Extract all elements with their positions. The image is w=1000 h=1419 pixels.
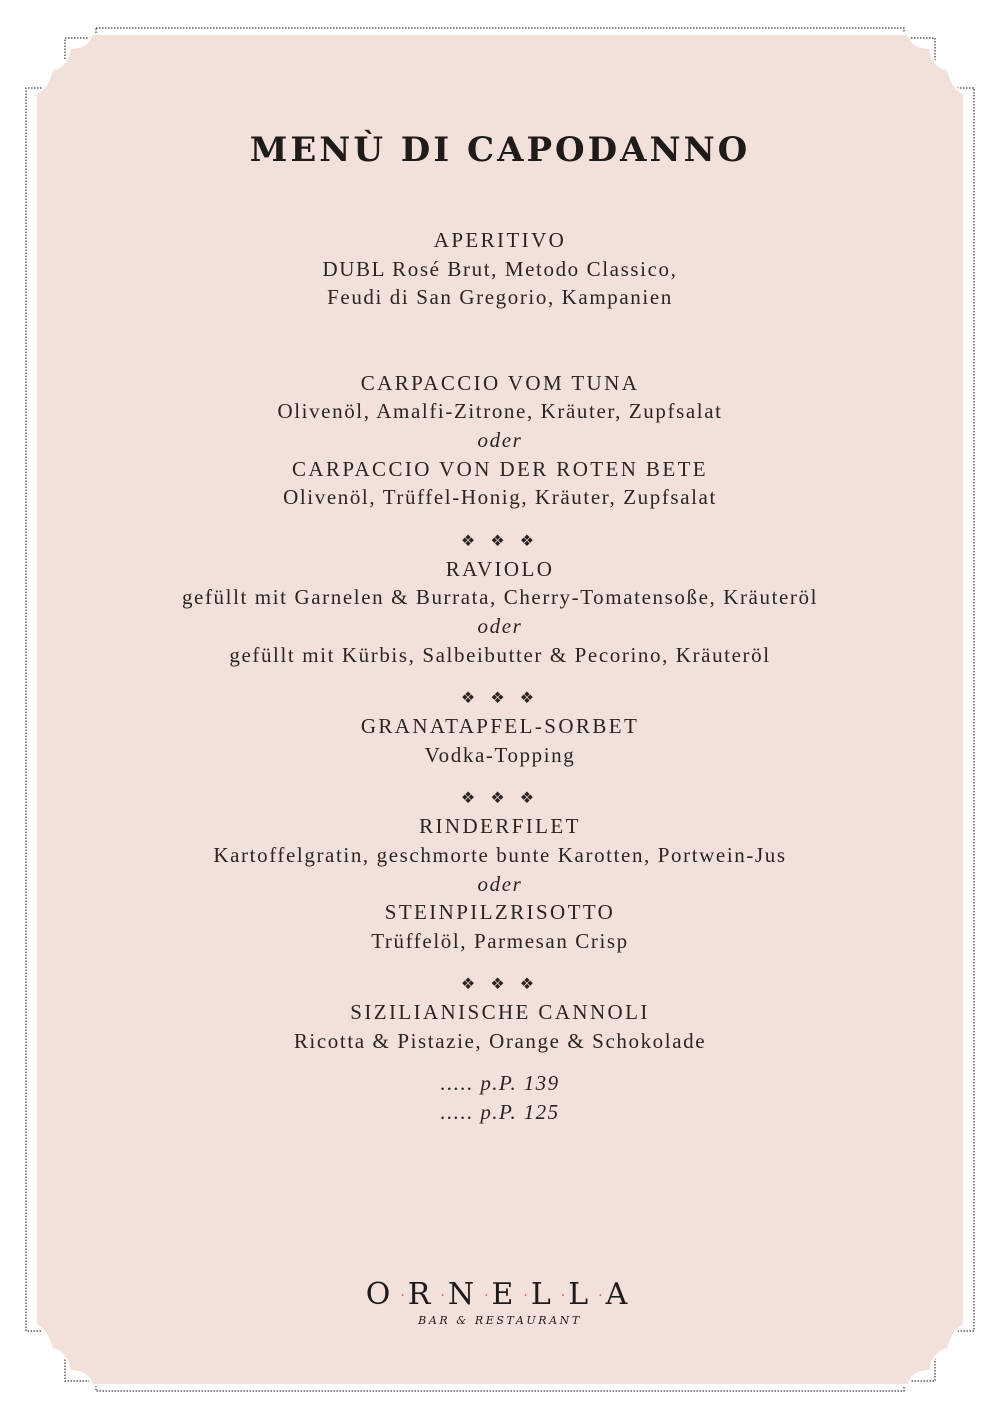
course-separator-ornament: ❖ ❖ ❖ bbox=[460, 974, 540, 994]
starter-desc-2: Olivenöl, Trüffel-Honig, Kräuter, Zupfsalat bbox=[283, 485, 717, 510]
spacer bbox=[80, 312, 920, 369]
aperitivo-line-2: Feudi di San Gregorio, Kampanien bbox=[327, 285, 673, 310]
starter-heading-1: CARPACCIO VOM TUNA bbox=[360, 370, 640, 395]
sorbet-heading: GRANATAPFEL-SORBET bbox=[360, 714, 640, 739]
logo-dot: · bbox=[484, 1288, 489, 1304]
main-oder: oder bbox=[477, 871, 523, 896]
aperitivo-line-1: DUBL Rosé Brut, Metodo Classico, bbox=[322, 256, 678, 281]
logo-letter: E bbox=[491, 1277, 521, 1312]
dessert-desc: Ricotta & Pistazie, Orange & Schokolade bbox=[293, 1028, 707, 1053]
main-desc-1: Kartoffelgratin, geschmorte bunte Karotten, Portwein-Jus bbox=[213, 842, 787, 867]
logo-letter: O bbox=[365, 1277, 398, 1312]
restaurant-logo bbox=[80, 1278, 920, 1329]
pasta-desc-2: gefüllt mit Kürbis, Salbeibutter & Pecorino, Kräuteröl bbox=[229, 642, 771, 667]
dessert-heading: SIZILIANISCHE CANNOLI bbox=[350, 1000, 650, 1025]
pasta-oder: oder bbox=[477, 613, 523, 638]
logo-dot: · bbox=[440, 1288, 445, 1304]
course-separator-ornament: ❖ ❖ ❖ bbox=[460, 530, 540, 550]
main-heading-2: STEINPILZRISOTTO bbox=[384, 900, 616, 925]
course-separator-ornament: ❖ ❖ ❖ bbox=[460, 688, 540, 708]
logo-letter: L bbox=[530, 1277, 558, 1312]
sorbet-desc: Vodka-Topping bbox=[424, 742, 576, 767]
starter-desc-1: Olivenöl, Amalfi-Zitrone, Kräuter, Zupfsalat bbox=[277, 399, 723, 424]
main-heading-1: RINDERFILET bbox=[419, 814, 581, 839]
menu-body bbox=[80, 226, 920, 1127]
starter-heading-2: CARPACCIO VON DER ROTEN BETE bbox=[291, 456, 709, 481]
aperitivo-heading: APERITIVO bbox=[433, 228, 567, 252]
logo-dot: · bbox=[400, 1288, 405, 1304]
logo-letter: N bbox=[447, 1277, 482, 1312]
logo-wordmark bbox=[80, 1278, 920, 1313]
starter-oder: oder bbox=[477, 427, 523, 452]
price-line-2: ..... p.P. 125 bbox=[440, 1100, 560, 1125]
price-block bbox=[80, 1069, 920, 1126]
page-title: MENÙ DI CAPODANNO bbox=[249, 130, 751, 170]
main-desc-2: Trüffelöl, Parmesan Crisp bbox=[371, 928, 629, 953]
logo-subtitle: BAR & RESTAURANT bbox=[418, 1314, 582, 1327]
price-line-1: ..... p.P. 139 bbox=[440, 1071, 560, 1096]
logo-dot: · bbox=[560, 1288, 566, 1304]
logo-dot: · bbox=[598, 1288, 603, 1304]
pasta-heading: RAVIOLO bbox=[445, 556, 555, 581]
logo-dot: · bbox=[523, 1288, 528, 1304]
course-separator-ornament: ❖ ❖ ❖ bbox=[460, 788, 540, 808]
menu-content bbox=[80, 0, 920, 1419]
logo-letter: A bbox=[605, 1277, 635, 1312]
logo-letter: R bbox=[407, 1277, 438, 1312]
logo-letter: L bbox=[568, 1277, 596, 1312]
pasta-desc-1: gefüllt mit Garnelen & Burrata, Cherry-Tomatensoße, Kräuteröl bbox=[181, 585, 819, 610]
